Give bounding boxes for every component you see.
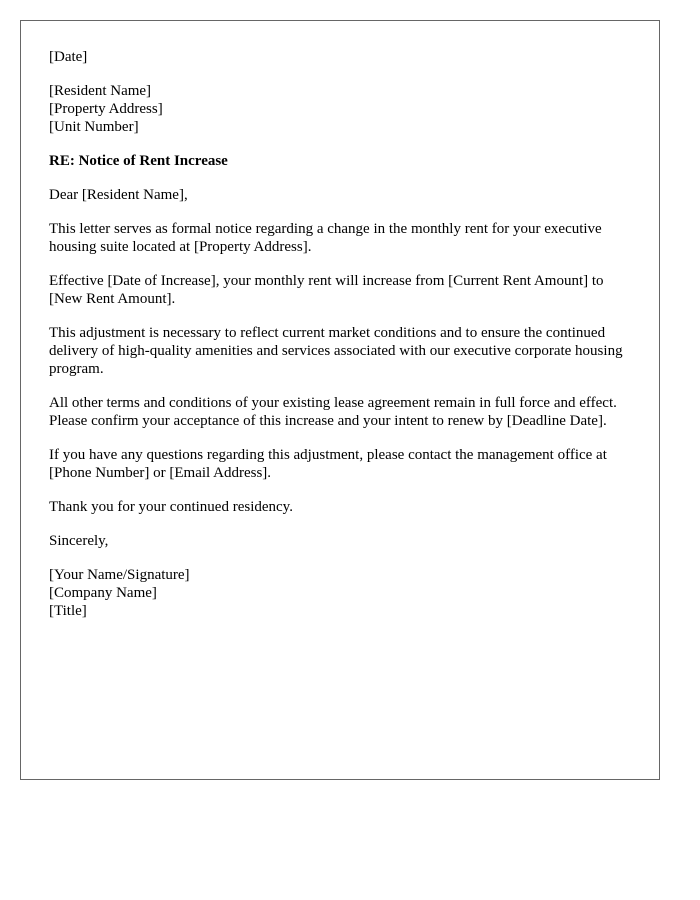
- letter-body: [49, 48, 634, 636]
- subject-line: RE: Notice of Rent Increase: [49, 153, 228, 169]
- salutation: Dear [Resident Name],: [49, 187, 188, 203]
- closing: Sincerely,: [49, 533, 109, 549]
- signature-company: [Company Name]: [49, 585, 157, 601]
- letter-page: [20, 20, 660, 780]
- paragraph-notice: This letter serves as formal notice regarding a change in the monthly rent for your executive housing suite located at [Property Address].: [49, 221, 602, 255]
- paragraph-terms: All other terms and conditions of your existing lease agreement remain in full force and effect. Please confirm your acceptance of this increase and your intent to renew by [Deadline Date].: [49, 395, 617, 429]
- recipient-name: [Resident Name]: [49, 83, 152, 99]
- paragraph-contact: If you have any questions regarding this adjustment, please contact the management office at [Phone Number] or [Email Address].: [49, 447, 607, 481]
- recipient-block: [49, 82, 634, 136]
- paragraph-effective-date: Effective [Date of Increase], your monthly rent will increase from [Current Rent Amount] to [New Rent Amount].: [49, 273, 604, 307]
- signature-block: [49, 566, 634, 620]
- recipient-unit: [Unit Number]: [49, 119, 139, 135]
- salutation-block: [49, 186, 634, 204]
- subject-block: [49, 152, 634, 170]
- recipient-address: [Property Address]: [49, 101, 163, 117]
- paragraph-adjustment-reason: This adjustment is necessary to reflect current market conditions and to ensure the continued delivery of high-quality amenities and services associated with our executive corporate housing program.: [49, 325, 623, 377]
- signature-title: [Title]: [49, 603, 87, 619]
- signature-name: [Your Name/Signature]: [49, 567, 190, 583]
- letter-date: [Date]: [49, 49, 88, 65]
- paragraph-thanks: Thank you for your continued residency.: [49, 499, 293, 515]
- letter-date-block: [49, 48, 634, 66]
- closing-block: [49, 532, 634, 550]
